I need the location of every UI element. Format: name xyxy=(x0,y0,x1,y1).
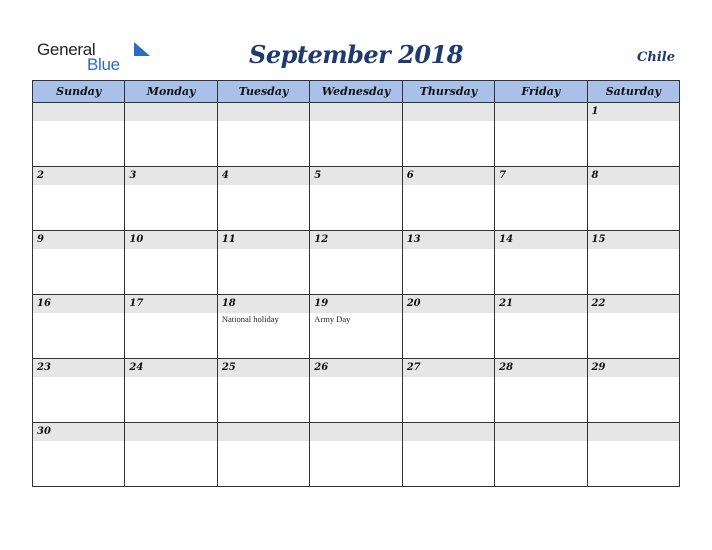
day-number-bar xyxy=(218,167,309,185)
weekday-header-saturday: Saturday xyxy=(587,81,679,103)
logo-triangle-icon xyxy=(134,42,150,56)
day-number-bar xyxy=(310,423,401,441)
day-number-bar xyxy=(125,103,216,121)
day-cell xyxy=(33,359,125,423)
day-number-bar xyxy=(403,103,494,121)
day-number: 18 xyxy=(221,298,236,309)
day-cell xyxy=(33,423,125,487)
day-number: 19 xyxy=(314,298,329,309)
day-cell xyxy=(587,103,679,167)
day-cell xyxy=(587,231,679,295)
day-number: 6 xyxy=(406,170,414,181)
day-number-bar xyxy=(218,103,309,121)
weekday-header-monday: Monday xyxy=(125,81,217,103)
day-number: 8 xyxy=(591,170,599,181)
week-row xyxy=(33,423,680,487)
day-number-bar xyxy=(125,167,216,185)
week-row xyxy=(33,359,680,423)
day-number: 28 xyxy=(499,362,514,373)
week-row xyxy=(33,231,680,295)
day-cell xyxy=(402,103,494,167)
week-row xyxy=(33,295,680,359)
day-number: 25 xyxy=(221,362,236,373)
weekday-header-thursday: Thursday xyxy=(402,81,494,103)
day-cell xyxy=(310,167,402,231)
weekday-header-row xyxy=(33,81,680,103)
day-number: 3 xyxy=(129,170,137,181)
day-number-bar xyxy=(495,103,586,121)
day-number-bar xyxy=(495,423,586,441)
day-number: 21 xyxy=(499,298,514,309)
day-cell xyxy=(217,103,309,167)
day-cell xyxy=(217,295,309,359)
day-number: 26 xyxy=(314,362,329,373)
day-number: 23 xyxy=(37,362,51,373)
day-cell xyxy=(310,231,402,295)
day-number: 1 xyxy=(591,106,599,117)
day-cell xyxy=(402,231,494,295)
day-cell xyxy=(495,423,587,487)
country-label: Chile xyxy=(637,50,675,65)
day-number-bar xyxy=(33,103,124,121)
day-cell xyxy=(587,295,679,359)
generalblue-logo xyxy=(37,40,137,74)
day-cell xyxy=(33,295,125,359)
day-cell xyxy=(310,103,402,167)
calendar-body xyxy=(33,103,680,487)
day-cell xyxy=(587,423,679,487)
day-number: 20 xyxy=(406,298,421,309)
day-cell xyxy=(125,167,217,231)
day-cell xyxy=(495,103,587,167)
calendar-grid xyxy=(32,80,680,487)
day-cell xyxy=(310,423,402,487)
day-cell xyxy=(495,359,587,423)
day-number-bar xyxy=(588,167,679,185)
day-cell xyxy=(495,167,587,231)
day-number: 2 xyxy=(37,170,44,181)
day-cell xyxy=(587,359,679,423)
day-number-bar xyxy=(310,167,401,185)
day-number: 11 xyxy=(221,234,236,245)
day-cell xyxy=(587,167,679,231)
day-number-bar xyxy=(588,103,679,121)
logo-text-general: General xyxy=(37,40,96,59)
day-number-bar xyxy=(403,423,494,441)
day-cell xyxy=(310,295,402,359)
week-row xyxy=(33,167,680,231)
weekday-header-tuesday: Tuesday xyxy=(217,81,309,103)
day-cell xyxy=(125,295,217,359)
weekday-header-friday: Friday xyxy=(495,81,587,103)
day-cell xyxy=(33,167,125,231)
day-number-bar xyxy=(33,231,124,249)
holiday-label: National holiday xyxy=(221,314,279,324)
day-number-bar xyxy=(310,103,401,121)
day-cell xyxy=(33,231,125,295)
day-number-bar xyxy=(403,167,494,185)
day-cell xyxy=(402,359,494,423)
day-cell xyxy=(495,295,587,359)
day-number: 13 xyxy=(406,234,421,245)
day-number: 12 xyxy=(314,234,329,245)
day-number: 30 xyxy=(37,426,51,437)
day-cell xyxy=(217,167,309,231)
day-number: 16 xyxy=(37,298,51,309)
day-number-bar xyxy=(495,167,586,185)
day-number: 4 xyxy=(221,170,229,181)
day-number: 29 xyxy=(591,362,606,373)
day-number: 10 xyxy=(129,234,144,245)
day-cell xyxy=(125,423,217,487)
day-number-bar xyxy=(218,423,309,441)
day-number: 14 xyxy=(499,234,514,245)
day-cell xyxy=(125,103,217,167)
day-number: 22 xyxy=(591,298,606,309)
logo-text-blue: Blue xyxy=(87,55,120,74)
day-number: 24 xyxy=(129,362,144,373)
day-cell xyxy=(402,423,494,487)
holiday-label: Army Day xyxy=(314,314,351,324)
calendar-title: September 2018 xyxy=(249,40,463,69)
day-cell xyxy=(310,359,402,423)
day-cell xyxy=(217,423,309,487)
day-cell xyxy=(402,295,494,359)
day-cell xyxy=(402,167,494,231)
week-row xyxy=(33,103,680,167)
day-number: 5 xyxy=(314,170,322,181)
weekday-header-sunday: Sunday xyxy=(33,81,125,103)
day-number-bar xyxy=(33,167,124,185)
day-cell xyxy=(125,231,217,295)
day-cell xyxy=(217,231,309,295)
day-number: 17 xyxy=(129,298,144,309)
day-number: 9 xyxy=(37,234,44,245)
weekday-header-wednesday: Wednesday xyxy=(310,81,402,103)
day-number: 27 xyxy=(406,362,421,373)
day-cell xyxy=(33,103,125,167)
day-number-bar xyxy=(125,423,216,441)
day-number: 15 xyxy=(591,234,606,245)
day-cell xyxy=(217,359,309,423)
day-cell xyxy=(495,231,587,295)
day-cell xyxy=(125,359,217,423)
day-number-bar xyxy=(588,423,679,441)
day-number: 7 xyxy=(499,170,507,181)
